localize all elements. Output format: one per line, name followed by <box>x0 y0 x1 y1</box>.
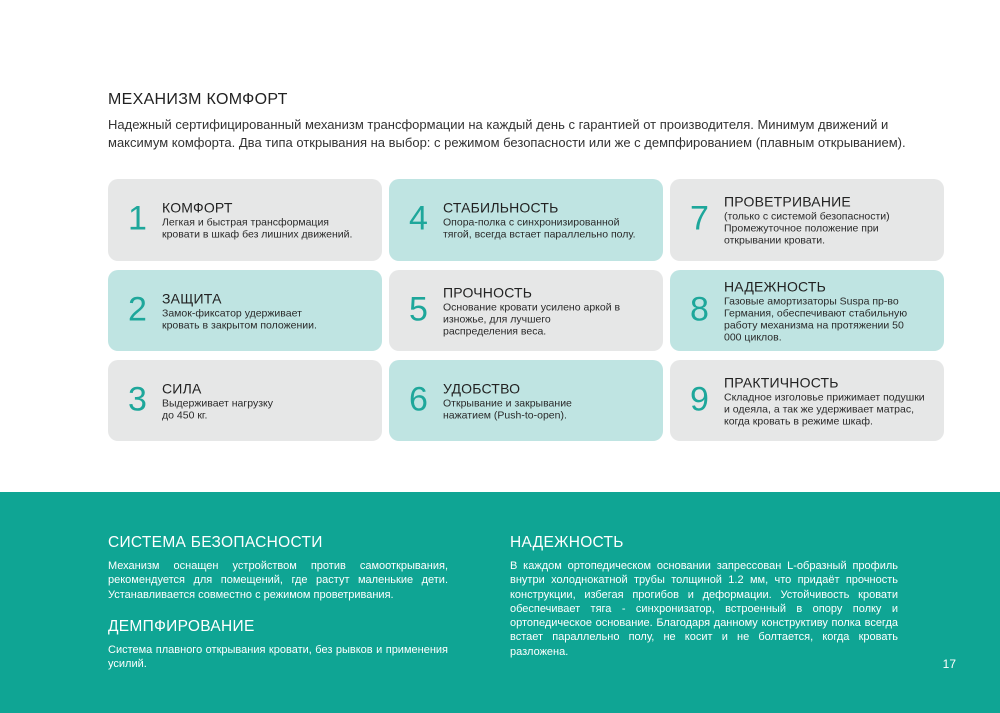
feature-number: 5 <box>409 290 428 329</box>
feature-title: ПРОВЕТРИВАНИЕ <box>724 193 851 210</box>
feature-title: ПРОЧНОСТЬ <box>443 284 533 300</box>
reliability-text: В каждом ортопедическом основании запрессован L-образный профиль внутри холоднокатной трубы толщиной 1.2 мм, что придаёт прочность конструкции, избегая прогибов и деформации. Устойчивость кровати обеспечивает тяга - синхронизатор, встроенный в опору полку и ортопедическое основание. Благодаря данному конструктиву полка всегда встает параллельно полу, не косит и не болтается, когда кровать разложена. <box>510 560 898 658</box>
reliability-section <box>510 534 898 659</box>
feature-text: Основание кровати усилено аркой в изножье, для лучшего распределения веса. <box>443 301 621 337</box>
intro-paragraph: Надежный сертифицированный механизм трансформации на каждый день с гарантией от производителя. Минимум движений и максимум комфорта. Два типа открывания на выбор: с режимом безопасности или же с демпфированием (плавным открыванием). <box>108 117 906 150</box>
damping-section <box>108 618 448 672</box>
feature-card-2 <box>108 270 382 351</box>
feature-card-8 <box>670 270 944 351</box>
feature-title: СИЛА <box>162 380 202 396</box>
feature-text: Легкая и быстрая трансформация кровати в шкаф без лишних движений. <box>162 216 353 241</box>
feature-title: СТАБИЛЬНОСТЬ <box>443 199 559 216</box>
feature-text: Складное изголовье прижимает подушки и одеяла, а так же удерживает матрас, когда кровать в режиме шкаф. <box>724 391 925 427</box>
feature-card-1 <box>108 179 382 261</box>
feature-text: Опора-полка с синхронизированной тягой, всегда встает параллельно полу. <box>443 216 636 241</box>
feature-number: 3 <box>128 380 147 419</box>
feature-number: 6 <box>409 380 428 419</box>
feature-number: 8 <box>690 290 709 329</box>
feature-card-5 <box>389 270 663 351</box>
feature-number: 2 <box>128 290 147 329</box>
feature-card-7 <box>670 179 944 261</box>
footer-band <box>0 492 1000 713</box>
feature-card-6 <box>389 360 663 441</box>
feature-text: Замок-фиксатор удерживает кровать в закрытом положении. <box>162 307 317 331</box>
reliability-title: НАДЕЖНОСТЬ <box>510 534 624 551</box>
feature-number: 9 <box>690 380 709 419</box>
feature-title: КОМФОРТ <box>162 199 233 216</box>
feature-title: ПРАКТИЧНОСТЬ <box>724 374 839 390</box>
safety-section <box>108 534 448 602</box>
feature-title: НАДЕЖНОСТЬ <box>724 278 827 294</box>
feature-title: ЗАЩИТА <box>162 290 222 306</box>
intro-section <box>108 91 938 152</box>
feature-number: 7 <box>690 199 709 238</box>
damping-text: Система плавного открывания кровати, без рывков и применения усилий. <box>108 644 448 671</box>
feature-card-3 <box>108 360 382 441</box>
feature-number: 4 <box>409 199 428 238</box>
damping-title: ДЕМПФИРОВАНИЕ <box>108 618 255 635</box>
feature-card-9 <box>670 360 944 441</box>
feature-text: Выдерживает нагрузку до 450 кг. <box>162 397 273 421</box>
feature-number: 1 <box>128 199 147 238</box>
feature-text: (только с системой безопасности) Промежуточное положение при открывании кровати. <box>724 210 890 247</box>
feature-text: Открывание и закрывание нажатием (Push-to-open). <box>443 397 572 421</box>
page-title: МЕХАНИЗМ КОМФОРТ <box>108 91 288 108</box>
safety-text: Механизм оснащен устройством против самооткрывания, рекомендуется для помещений, где растут маленькие дети. Устанавливается совместно с режимом проветривания. <box>108 560 448 601</box>
feature-text: Газовые амортизаторы Suspa пр-во Германия, обеспечивают стабильную работу механизма на протяжении 50 000 циклов. <box>724 295 908 343</box>
feature-title: УДОБСТВО <box>443 380 521 396</box>
page-number: 17 <box>942 657 956 671</box>
safety-title: СИСТЕМА БЕЗОПАСНОСТИ <box>108 534 323 551</box>
feature-card-4 <box>389 179 663 261</box>
